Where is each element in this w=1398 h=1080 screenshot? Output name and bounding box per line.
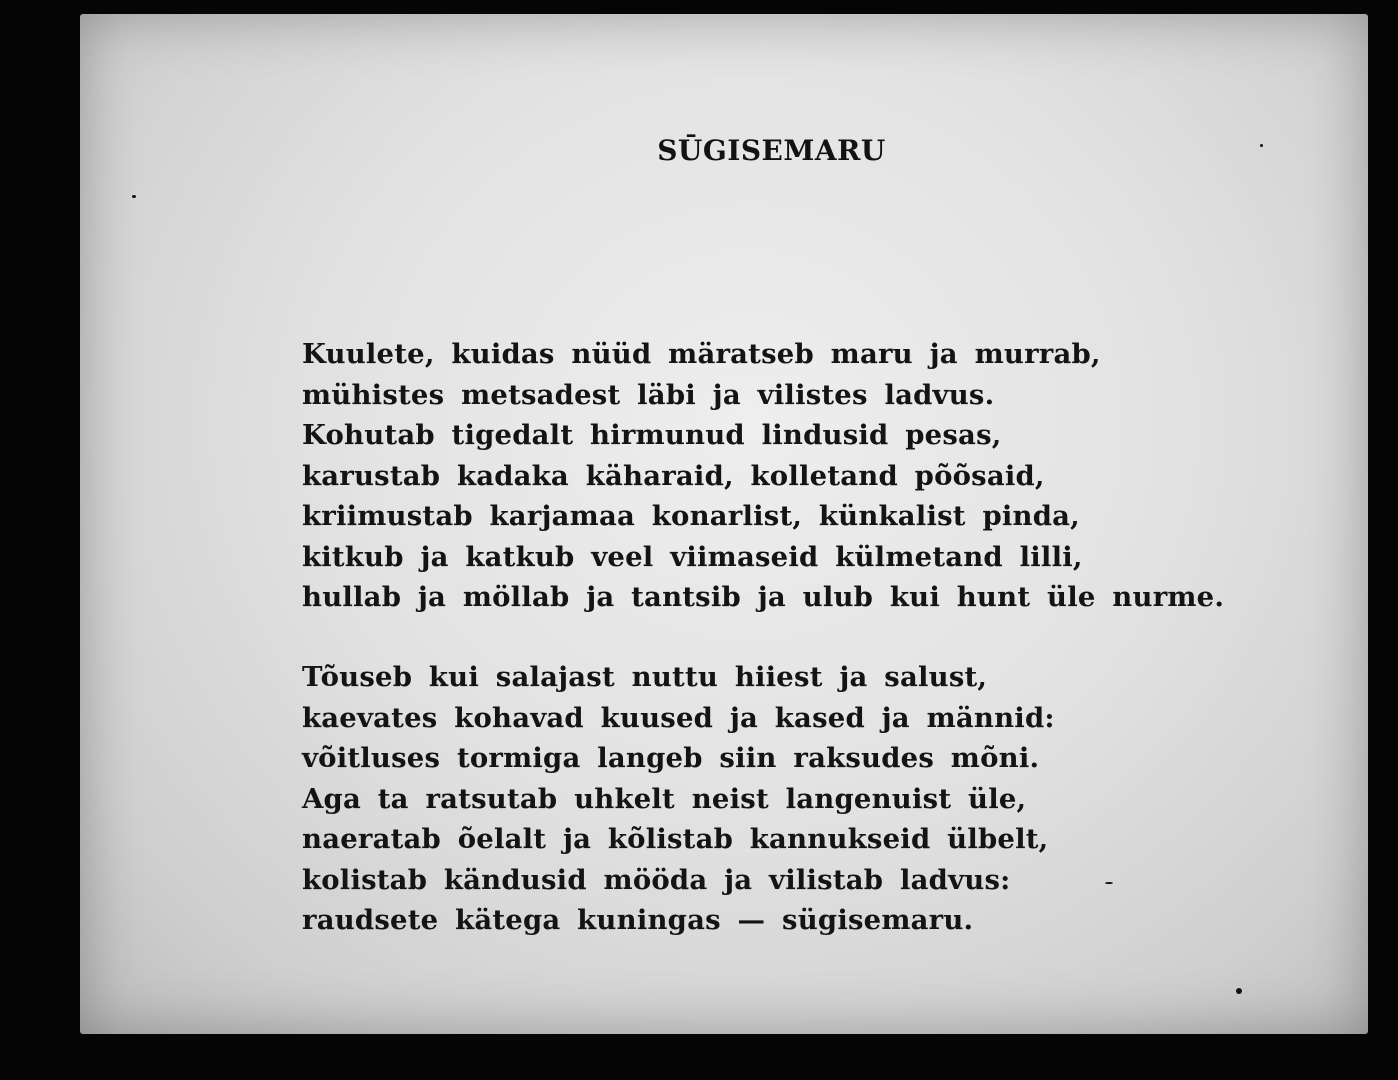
poem-line: kitkub ja katkub veel viimaseid külmetand lilli, (302, 540, 1083, 573)
poem-title: SŪGISEMARU (657, 134, 886, 167)
poem-line: kaevates kohavad kuused ja kased ja männid: (302, 701, 1055, 734)
poem-line: Aga ta ratsutab uhkelt neist langenuist üle, (302, 782, 1027, 815)
poem-line: raudsete kätega kuningas — sügisemaru. (302, 904, 974, 936)
poem-line: Kohutab tigedalt hirmunud lindusid pesas, (302, 419, 1002, 451)
poem-line: karustab kadaka käharaid, kolletand põõsaid, (302, 459, 1045, 492)
dust-speck (132, 195, 136, 198)
poem-line: kriimustab karjamaa konarlist, künkalist pinda, (302, 500, 1080, 532)
poem-line: Tõuseb kui salajast nuttu hiiest ja salust, (302, 661, 988, 693)
dust-speck (1105, 882, 1113, 884)
dust-speck (1236, 988, 1242, 994)
poem-line: naeratab õelalt ja kõlistab kannukseid ülbelt, (302, 823, 1049, 855)
poem-line: Kuulete, kuidas nüüd märatseb maru ja murrab, (302, 338, 1101, 370)
poem-line: võitluses tormiga langeb siin raksudes mõni. (302, 742, 1040, 774)
poem-stanza-2 (302, 657, 1055, 941)
poem-stanza-1 (302, 334, 1224, 618)
poem-line: kolistab kändusid mööda ja vilistab ladvus: (302, 863, 1011, 896)
poem-slide (80, 14, 1368, 1034)
poem-line: hullab ja möllab ja tantsib ja ulub kui hunt üle nurme. (302, 581, 1225, 613)
poem-line: mühistes metsadest läbi ja vilistes ladvus. (302, 378, 995, 411)
